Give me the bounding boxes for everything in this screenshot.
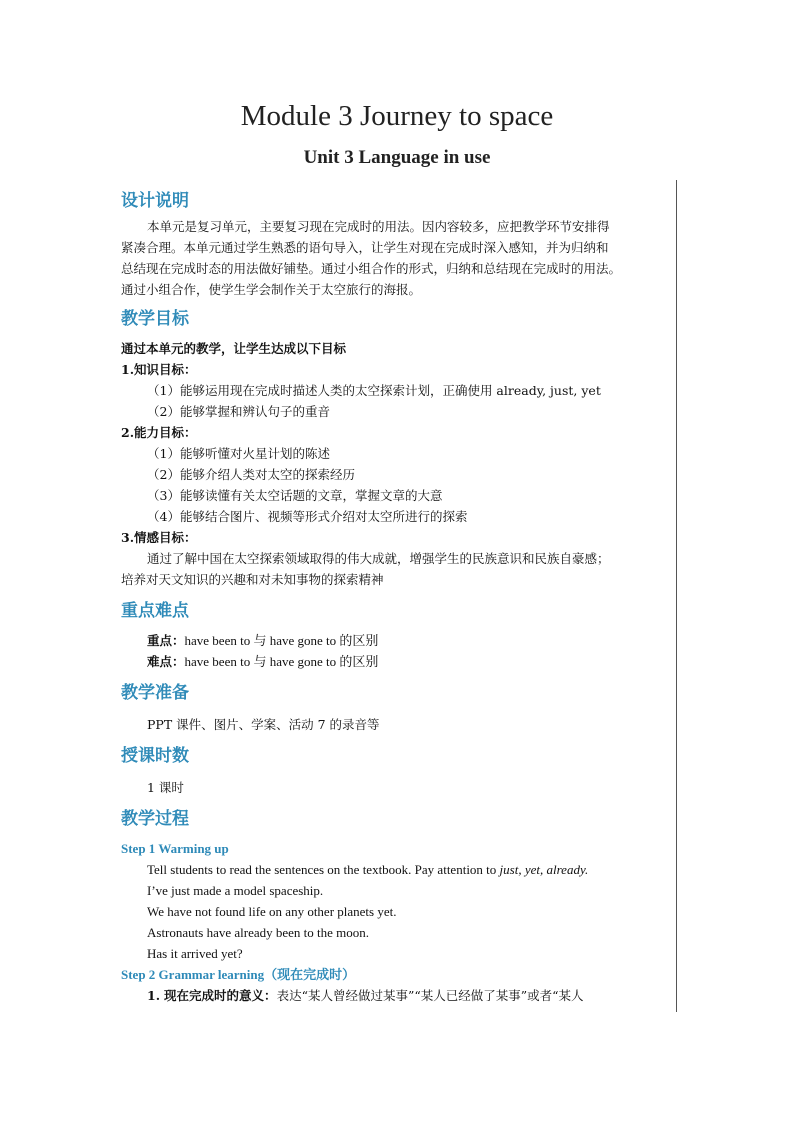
design-line: 总结现在完成时态的用法做好铺垫。通过小组合作的形式，归纳和总结现在完成时的用法。 <box>121 261 622 276</box>
knowledge-goal-item: （1）能够运用现在完成时描述人类的太空探索计划，正确使用 already, just, yet <box>147 383 601 398</box>
step2-item-label: 现在完成时的意义： <box>164 988 277 1003</box>
knowledge-goal-label: 1.知识目标： <box>121 362 197 377</box>
lesson-plan-body <box>121 186 673 1006</box>
step1-sentence: I’ve just made a model spaceship. <box>147 883 324 898</box>
step1-intro-keywords: just, yet, already. <box>499 862 589 877</box>
design-line: 紧凑合理。本单元通过学生熟悉的语句导入，让学生对现在完成时深入感知，并为归纳和 <box>121 240 609 255</box>
ability-goal-item: （2）能够介绍人类对太空的探索经历 <box>147 467 355 482</box>
design-line: 本单元是复习单元，主要复习现在完成时的用法。因内容较多，应把教学环节安排得 <box>147 219 610 234</box>
section-heading-prep: 教学准备 <box>121 683 189 703</box>
focus-line <box>121 630 673 651</box>
prep-text: PPT 课件、图片、学案、活动 7 的录音等 <box>147 717 380 732</box>
goals-intro: 通过本单元的教学，让学生达成以下目标 <box>121 341 347 356</box>
focus-text: have been to 与 have gone to 的区别 <box>184 633 379 648</box>
focus-label: 重点： <box>147 633 185 648</box>
section-heading-hours: 授课时数 <box>121 746 189 766</box>
step1-title: Step 1 Warming up <box>121 841 229 856</box>
design-paragraph <box>121 216 673 300</box>
difficulty-line <box>121 651 673 672</box>
page-title: Module 3 Journey to space <box>240 100 554 132</box>
design-line: 通过小组合作，使学生学会制作关于太空旅行的海报。 <box>121 282 422 297</box>
step2-item <box>121 985 673 1006</box>
step2-title: Step 2 Grammar learning（现在完成时） <box>121 967 356 982</box>
emotion-goal-label: 3.情感目标： <box>121 530 197 545</box>
step1-intro-text: Tell students to read the sentences on the textbook. Pay attention to <box>147 862 500 877</box>
section-heading-process: 教学过程 <box>121 809 189 829</box>
hours-text: 1 课时 <box>147 780 184 795</box>
emotion-goal-line: 培养对天文知识的兴趣和对未知事物的探索精神 <box>121 572 384 587</box>
ability-goal-item: （3）能够读懂有关太空话题的文章，掌握文章的大意 <box>147 488 443 503</box>
step1-sentence: Astronauts have already been to the moon. <box>147 925 370 940</box>
section-heading-goals: 教学目标 <box>121 309 189 329</box>
step1-sentence: We have not found life on any other planets yet. <box>147 904 397 919</box>
emotion-goal-line: 通过了解中国在太空探索领域取得的伟大成就，增强学生的民族意识和民族自豪感； <box>147 551 610 566</box>
step1-sentence: Has it arrived yet? <box>147 946 243 961</box>
ability-goal-item: （1）能够听懂对火星计划的陈述 <box>147 446 330 461</box>
step2-item-number: 1. <box>147 988 161 1003</box>
knowledge-goal-item: （2）能够掌握和辨认句子的重音 <box>147 404 330 419</box>
section-heading-keypoints: 重点难点 <box>121 601 189 621</box>
step2-item-text: 表达“某人曾经做过某事”“某人已经做了某事”或者“某人 <box>276 988 584 1003</box>
ability-goal-item: （4）能够结合图片、视频等形式介绍对太空所进行的探索 <box>147 509 468 524</box>
section-heading-design: 设计说明 <box>121 191 189 211</box>
page-subtitle: Unit 3 Language in use <box>303 147 491 168</box>
table-border-line <box>676 180 677 1012</box>
difficulty-label: 难点： <box>147 654 185 669</box>
ability-goal-label: 2.能力目标： <box>121 425 197 440</box>
difficulty-text: have been to 与 have gone to 的区别 <box>184 654 379 669</box>
step1-intro <box>121 859 673 880</box>
